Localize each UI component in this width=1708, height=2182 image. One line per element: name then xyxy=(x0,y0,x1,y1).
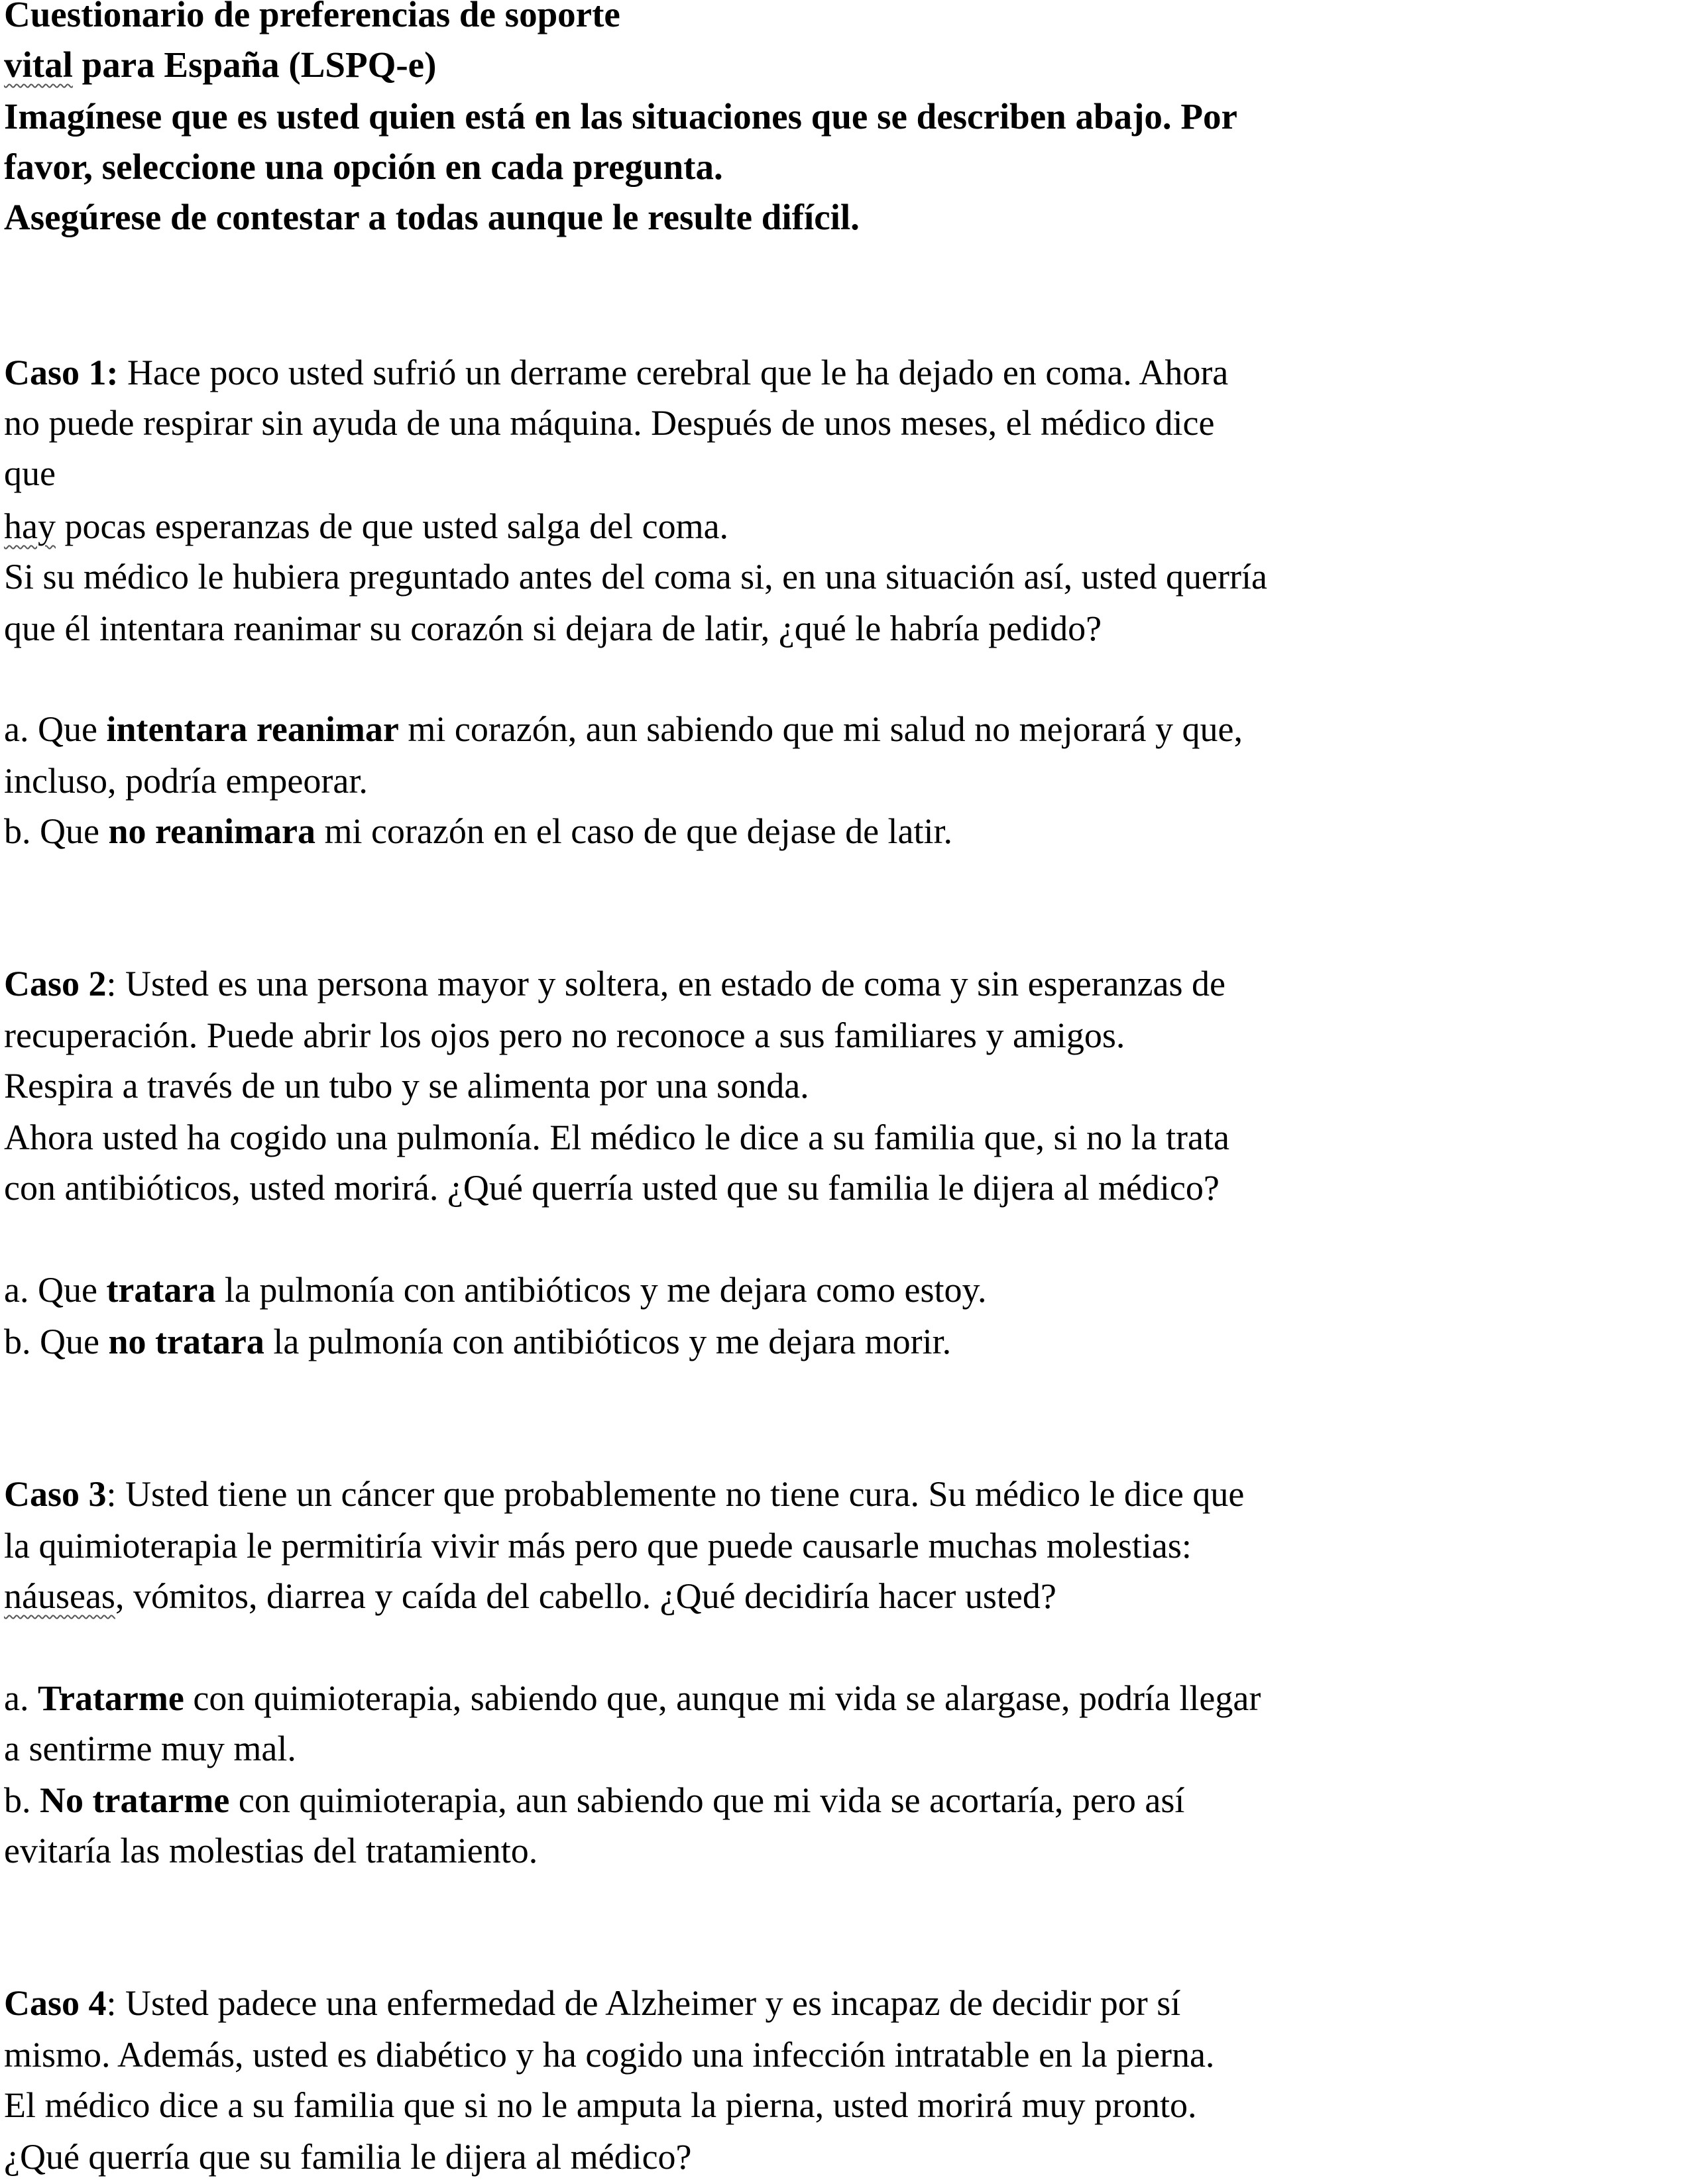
instructions-line-2: favor, seleccione una opción en cada pregunta. xyxy=(4,146,723,187)
case-2-line-3: Respira a través de un tubo y se alimenta por una sonda. xyxy=(4,1066,809,1106)
case-2-option-b: b. Que no tratara la pulmonía con antibióticos y me dejara morir. xyxy=(4,1322,952,1361)
case-2-label: Caso 2 xyxy=(4,964,107,1004)
spellcheck-word: hay xyxy=(4,506,56,546)
case-4-line-2: mismo. Además, usted es diabético y ha cogido una infección intratable en la pierna. xyxy=(4,2035,1215,2075)
case-3-option-b-line-2: evitaría las molestias del tratamiento. xyxy=(4,1831,538,1870)
case-4-line-1: Caso 4: Usted padece una enfermedad de Alzheimer y es incapaz de decidir por sí xyxy=(4,1983,1181,2023)
case-3-line-3: náuseas, vómitos, diarrea y caída del cabello. ¿Qué decidiría hacer usted? xyxy=(4,1576,1056,1616)
case-1-question-line-1: Si su médico le hubiera preguntado antes del coma si, en una situación así, usted querría xyxy=(4,557,1267,597)
case-1-option-a-line-2: incluso, podría empeorar. xyxy=(4,761,368,801)
spellcheck-word: vital xyxy=(4,44,73,85)
case-4-line-4: ¿Qué querría que su familia le dijera al médico? xyxy=(4,2137,692,2177)
spellcheck-word: náuseas xyxy=(4,1576,115,1616)
case-3-label: Caso 3 xyxy=(4,1474,107,1514)
case-4-label: Caso 4 xyxy=(4,1983,107,2023)
case-1-question-line-2: que él intentara reanimar su corazón si dejara de latir, ¿qué le habría pedido? xyxy=(4,608,1102,648)
case-2-line-2: recuperación. Puede abrir los ojos pero no reconoce a sus familiares y amigos. xyxy=(4,1015,1125,1055)
title-line-2: vital para España (LSPQ-e) xyxy=(4,44,437,85)
case-2-line-5: con antibióticos, usted morirá. ¿Qué querría usted que su familia le dijera al médico? xyxy=(4,1168,1220,1208)
case-1-line-1: Caso 1: Hace poco usted sufrió un derrame cerebral que le ha dejado en coma. Ahora xyxy=(4,353,1229,392)
case-2-option-a: a. Que tratara la pulmonía con antibióticos y me dejara como estoy. xyxy=(4,1270,987,1310)
case-1-line-3: que xyxy=(4,453,56,493)
title-line-1: Cuestionario de preferencias de soporte xyxy=(4,0,620,34)
case-2-line-4: Ahora usted ha cogido una pulmonía. El médico le dice a su familia que, si no la trata xyxy=(4,1118,1229,1157)
instructions-line-3: Asegúrese de contestar a todas aunque le resulte difícil. xyxy=(4,197,860,237)
case-1-line-4: hay pocas esperanzas de que usted salga del coma. xyxy=(4,506,729,546)
case-1-option-b: b. Que no reanimara mi corazón en el caso de que dejase de latir. xyxy=(4,811,953,851)
case-3-option-a: a. Tratarme con quimioterapia, sabiendo que, aunque mi vida se alargase, podría llegar xyxy=(4,1678,1261,1718)
instructions-line-1: Imagínese que es usted quien está en las situaciones que se describen abajo. Por xyxy=(4,96,1237,137)
case-4-line-3: El médico dice a su familia que si no le amputa la pierna, usted morirá muy pronto. xyxy=(4,2085,1197,2125)
case-1-line-2: no puede respirar sin ayuda de una máquina. Después de unos meses, el médico dice xyxy=(4,403,1215,443)
case-1-label: Caso 1: xyxy=(4,353,119,392)
case-3-option-a-line-2: a sentirme muy mal. xyxy=(4,1729,296,1768)
case-3-line-2: la quimioterapia le permitiría vivir más pero que puede causarle muchas molestias: xyxy=(4,1526,1192,1566)
case-1-option-a: a. Que intentara reanimar mi corazón, aun sabiendo que mi salud no mejorará y que, xyxy=(4,709,1243,749)
case-3-option-b: b. No tratarme con quimioterapia, aun sabiendo que mi vida se acortaría, pero así xyxy=(4,1780,1185,1820)
case-2-line-1: Caso 2: Usted es una persona mayor y soltera, en estado de coma y sin esperanzas de xyxy=(4,964,1225,1004)
case-3-line-1: Caso 3: Usted tiene un cáncer que probablemente no tiene cura. Su médico le dice que xyxy=(4,1474,1245,1514)
